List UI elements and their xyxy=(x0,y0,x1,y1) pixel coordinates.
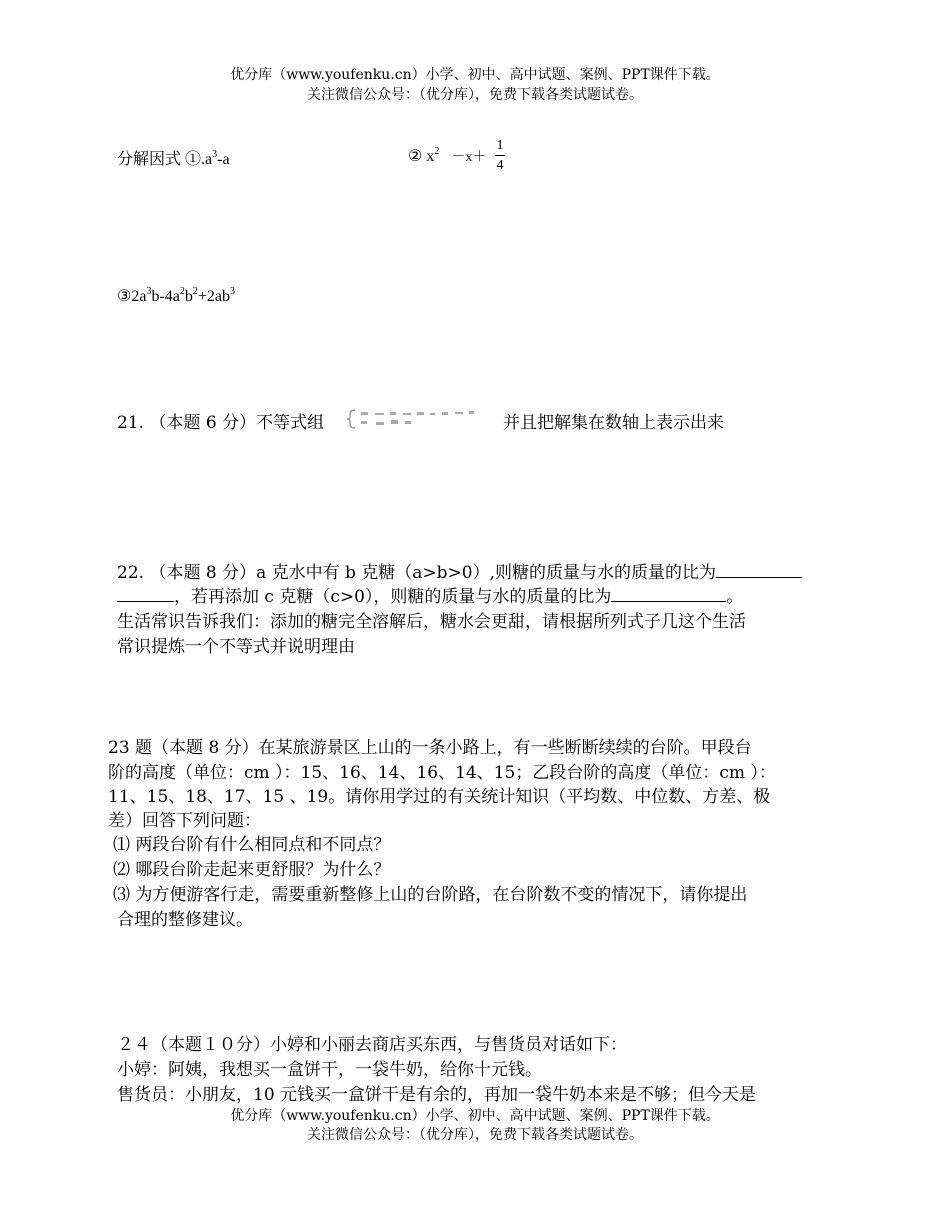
q20-p2-exponent: 2 xyxy=(434,146,440,157)
q24-line-1: ２４（本题１０分）小婷和小丽去商店买东西，与售货员对话如下： xyxy=(117,1035,627,1055)
q23-line-3: 11、15、18、17、15 、19。请你用学过的有关统计知识（平均数、中位数、方差、极 xyxy=(108,787,771,807)
q22-answer-blank-1b[interactable] xyxy=(117,585,174,602)
q23-item-2: ⑵ 哪段台阶走起来更舒服？为什么？ xyxy=(113,860,391,880)
q24-line-3: 售货员：小朋友，10 元钱买一盒饼干是有余的，再加一袋牛奶本来是不够；但今天是 xyxy=(117,1085,757,1105)
q22-line-3: 生活常识告诉我们：添加的糖完全溶解后，糖水会更甜，请根据所列式子几这个生活 xyxy=(117,612,746,632)
q20-p2-prefix: ② x xyxy=(408,148,435,165)
q20-p3-exp2: 2 xyxy=(179,286,185,297)
q20-p3-d: +2ab xyxy=(197,288,231,305)
q23-line-2: 阶的高度（单位：cm ）：15、16、14、16、14、15；乙段台阶的高度（单位：cm ）： xyxy=(108,763,776,783)
q20-fraction-numerator: 1 xyxy=(496,138,504,153)
q20-p3-b: b-4a xyxy=(151,288,180,305)
q20-p1-tail: -a xyxy=(217,151,230,168)
q23-item-3b: 合理的整修建议。 xyxy=(117,910,253,930)
q22-line-2-end: 。 xyxy=(726,587,744,607)
header-line-2: 关注微信公众号：（优分库），免费下载各类试题试卷。 xyxy=(307,87,643,103)
footer-line-1: 优分库（www.youfenku.cn）小学、初中、高中试题、案例、PPT课件下载。 xyxy=(230,1108,720,1124)
q20-p3-exp3: 2 xyxy=(192,286,198,297)
q21-text-before: 21. （本题 6 分）不等式组 xyxy=(117,413,325,433)
q20-p3-exp1: 3 xyxy=(146,286,152,297)
q23-item-3a: ⑶ 为方便游客行走，需要重新整修上山的台阶路，在台阶数不变的情况下，请你提出 xyxy=(113,885,748,905)
q22-line-1 xyxy=(117,558,802,583)
q20-label: 分解因式 ①.a xyxy=(117,151,213,168)
q22-answer-blank-1a[interactable] xyxy=(716,561,802,578)
q20-part3 xyxy=(117,286,235,306)
q20-p1-exponent: 3 xyxy=(212,149,218,160)
q20-fraction xyxy=(495,137,505,174)
q20-p2-mid: －x＋ xyxy=(451,150,487,165)
q22-line-4: 常识提炼一个不等式并说明理由 xyxy=(117,637,355,657)
q20-fraction-bar xyxy=(495,155,505,156)
q21-inequality-system-image xyxy=(345,407,495,431)
q22-line-2 xyxy=(117,582,743,607)
q23-line-4: 差）回答下列问题： xyxy=(108,811,261,831)
q22-answer-blank-2[interactable] xyxy=(611,585,726,602)
q20-fraction-denominator: 4 xyxy=(496,158,504,173)
q20-part2 xyxy=(408,146,486,166)
q20-p3-a: ③2a xyxy=(117,288,147,305)
q21-text-after: 并且把解集在数轴上表示出来 xyxy=(503,413,724,433)
footer-line-2: 关注微信公众号：（优分库），免费下载各类试题试卷。 xyxy=(307,1127,643,1143)
q22-line-2-text: ，若再添加 c 克糖（c>0），则糖的质量与水的质量的比为 xyxy=(174,587,612,607)
q24-line-2: 小婷：阿姨，我想买一盒饼干，一袋牛奶，给你十元钱。 xyxy=(117,1060,542,1080)
q20-p3-exp4: 3 xyxy=(230,286,236,297)
q20-p3-c: b xyxy=(184,288,193,305)
header-line-1: 优分库（www.youfenku.cn）小学、初中、高中试题、案例、PPT课件下载。 xyxy=(230,67,720,83)
q22-line-1-text: 22. （本题 8 分）a 克水中有 b 克糖（a>b>0）,则糖的质量与水的质量的比为 xyxy=(117,563,717,583)
q20-part1 xyxy=(117,146,230,169)
q23-item-1: ⑴ 两段台阶有什么相同点和不同点？ xyxy=(113,835,391,855)
q23-line-1: 23 题（本题 8 分）在某旅游景区上山的一条小路上，有一些断断续续的台阶。甲段台 xyxy=(108,738,752,758)
